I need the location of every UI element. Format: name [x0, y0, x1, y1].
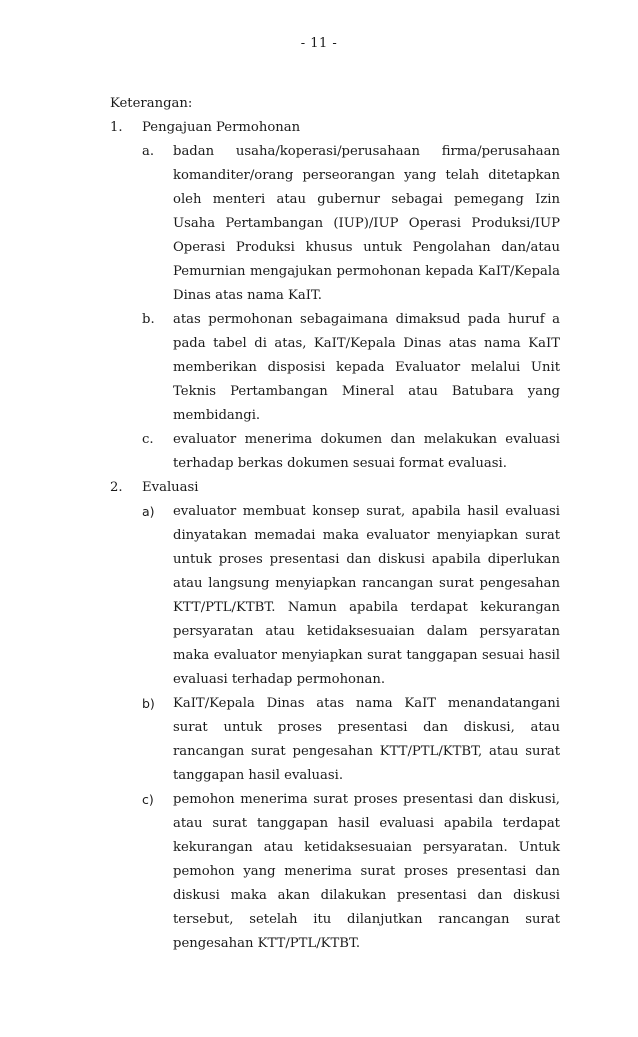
list-item	[142, 140, 560, 308]
list-item	[142, 500, 560, 692]
list-marker: b)	[142, 696, 155, 711]
section-pengajuan	[110, 116, 560, 476]
list-item	[142, 428, 560, 476]
section-number: 2.	[110, 480, 123, 495]
list-marker: b.	[142, 312, 155, 327]
list-marker: c)	[142, 792, 154, 807]
list-marker: a.	[142, 144, 155, 159]
list-item-text: evaluator membuat konsep surat, apabila hasil evaluasi dinyatakan memadai maka evaluator menyiapkan surat untuk proses presentasi dan diskusi apabila diperlukan atau langsung menyiapkan rancangan surat pengesahan KTT/PTL/KTBT. Namun apabila terdapat kekurangan persyaratan atau ketidaksesuaian dalam persyaratan maka evaluator menyiapkan surat tanggapan sesuai hasil evaluasi terhadap permohonan.	[173, 504, 560, 687]
list-marker: a)	[142, 504, 155, 519]
document-body	[110, 92, 560, 956]
page-number: - 11 -	[300, 36, 338, 51]
list-item-text: KaIT/Kepala Dinas atas nama KaIT menandatangani surat untuk proses presentasi dan diskusi, atau rancangan surat pengesahan KTT/PTL/KTBT, atau surat tanggapan hasil evaluasi.	[173, 696, 560, 783]
list-item-text: pemohon menerima surat proses presentasi dan diskusi, atau surat tanggapan hasil evaluasi apabila terdapat kekurangan atau ketidaksesuaian persyaratan. Untuk pemohon yang menerima surat proses presentasi dan diskusi maka akan dilakukan presentasi dan diskusi tersebut, setelah itu dilanjutkan rancangan surat pengesahan KTT/PTL/KTBT.	[173, 792, 560, 951]
list-item	[142, 308, 560, 428]
list-marker: c.	[142, 432, 154, 447]
section-title: Pengajuan Permohonan	[142, 120, 301, 135]
list-item-text: atas permohonan sebagaimana dimaksud pada huruf a pada tabel di atas, KaIT/Kepala Dinas atas nama KaIT memberikan disposisi kepada Evaluator melalui Unit Teknis Pertambangan Mineral atau Batubara yang membidangi.	[173, 312, 560, 423]
section-title: Evaluasi	[142, 480, 199, 495]
keterangan-heading: Keterangan:	[110, 96, 193, 111]
list-item-text: evaluator menerima dokumen dan melakukan evaluasi terhadap berkas dokumen sesuai format evaluasi.	[173, 432, 560, 471]
section-number: 1.	[110, 120, 123, 135]
list-item-text: badan usaha/koperasi/perusahaan firma/perusahaan komanditer/orang perseorangan yang telah ditetapkan oleh menteri atau gubernur sebagai pemegang Izin Usaha Pertambangan (IUP)/IUP Operasi Produksi/IUP Operasi Produksi khusus untuk Pengolahan dan/atau Pemurnian mengajukan permohonan kepada KaIT/Kepala Dinas atas nama KaIT.	[173, 144, 560, 303]
list-item	[142, 788, 560, 956]
section-evaluasi	[110, 476, 560, 956]
list-item	[142, 692, 560, 788]
